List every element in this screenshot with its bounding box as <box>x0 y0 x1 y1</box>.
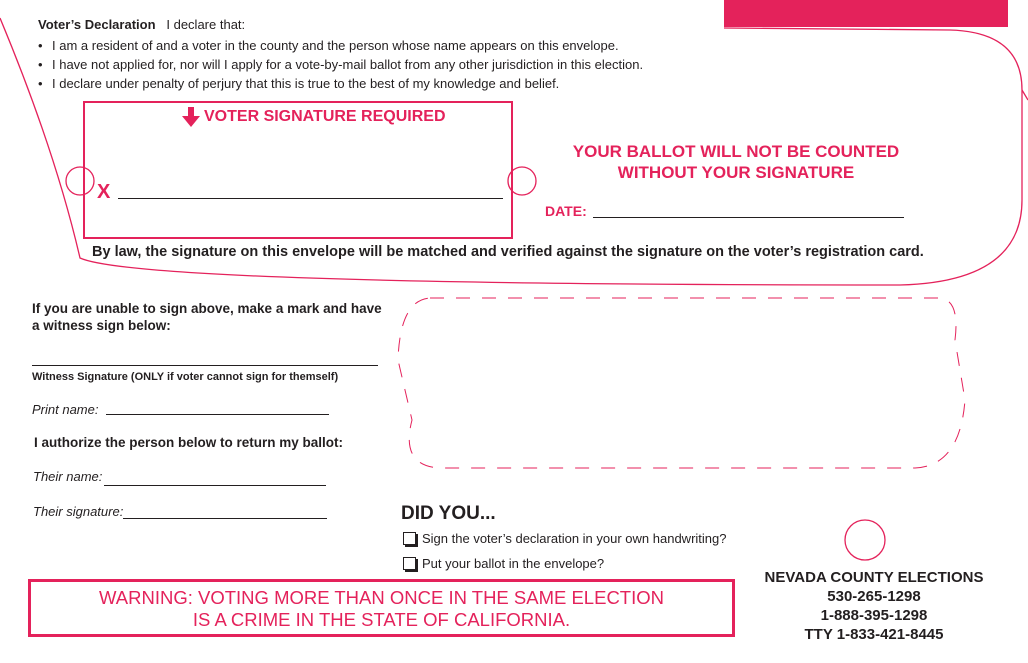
phone-tollfree: 1-888-395-1298 <box>820 607 928 624</box>
phone-local: 530-265-1298 <box>827 588 921 605</box>
checklist-item[interactable] <box>403 556 604 571</box>
checklist-title: DID YOU... <box>401 503 496 524</box>
authorize-text: I authorize the person below to return my ballot: <box>34 435 344 450</box>
declaration-intro: I declare that: <box>166 17 246 32</box>
warning-line2: IS A CRIME IN THE STATE OF CALIFORNIA. <box>192 609 571 630</box>
checklist-item-label: Sign the voter’s declaration in your own handwriting? <box>422 531 727 546</box>
warning-text <box>28 587 735 631</box>
signature-warning-line1: YOUR BALLOT WILL NOT BE COUNTED <box>572 142 900 161</box>
arrow-down-icon <box>182 107 200 127</box>
their-name-field[interactable] <box>104 485 326 486</box>
declaration-bullet: • I have not applied for, nor will I apply for a vote-by-mail ballot from any other jurisdiction in this election. <box>38 55 643 74</box>
checkbox-icon[interactable] <box>403 557 416 570</box>
witness-signature-line[interactable] <box>32 365 378 366</box>
their-name-label: Their name: <box>33 469 103 484</box>
checklist-item[interactable] <box>403 531 726 546</box>
warning-line1: WARNING: VOTING MORE THAN ONCE IN THE SAME ELECTION <box>99 587 664 608</box>
declaration-heading <box>38 17 245 32</box>
date-label: DATE: <box>545 203 587 219</box>
office-name: NEVADA COUNTY ELECTIONS <box>764 569 984 586</box>
checkbox-icon[interactable] <box>403 532 416 545</box>
signature-x-mark: X <box>97 181 111 203</box>
their-signature-field[interactable] <box>123 518 327 519</box>
declaration-bullets <box>38 36 643 93</box>
date-field[interactable] <box>593 217 904 218</box>
signature-warning-line2: WITHOUT YOUR SIGNATURE <box>617 163 855 182</box>
phone-tty: TTY 1-833-421-8445 <box>804 626 944 643</box>
declaration-bullet: • I am a resident of and a voter in the county and the person whose name appears on this envelope. <box>38 36 643 55</box>
top-color-bar <box>724 0 1008 27</box>
voter-signature-line[interactable] <box>118 198 503 199</box>
declaration-bullet: • I declare under penalty of perjury that this is true to the best of my knowledge and belief. <box>38 74 643 93</box>
print-name-field[interactable] <box>106 414 329 415</box>
print-name-label: Print name: <box>32 402 99 417</box>
signature-required-text: VOTER SIGNATURE REQUIRED <box>204 108 446 125</box>
law-note: By law, the signature on this envelope will be matched and verified against the signature on the voter’s registration card. <box>92 244 924 260</box>
signature-required-label <box>182 107 446 127</box>
witness-signature-label: Witness Signature (ONLY if voter cannot sign for themself) <box>32 371 339 383</box>
their-signature-label: Their signature: <box>33 504 124 519</box>
contact-block <box>750 568 998 644</box>
signature-warning <box>560 141 912 183</box>
declaration-title: Voter’s Declaration <box>38 17 156 32</box>
unable-to-sign-text: If you are unable to sign above, make a mark and have a witness sign below: <box>32 301 382 333</box>
checklist-item-label: Put your ballot in the envelope? <box>422 556 605 571</box>
